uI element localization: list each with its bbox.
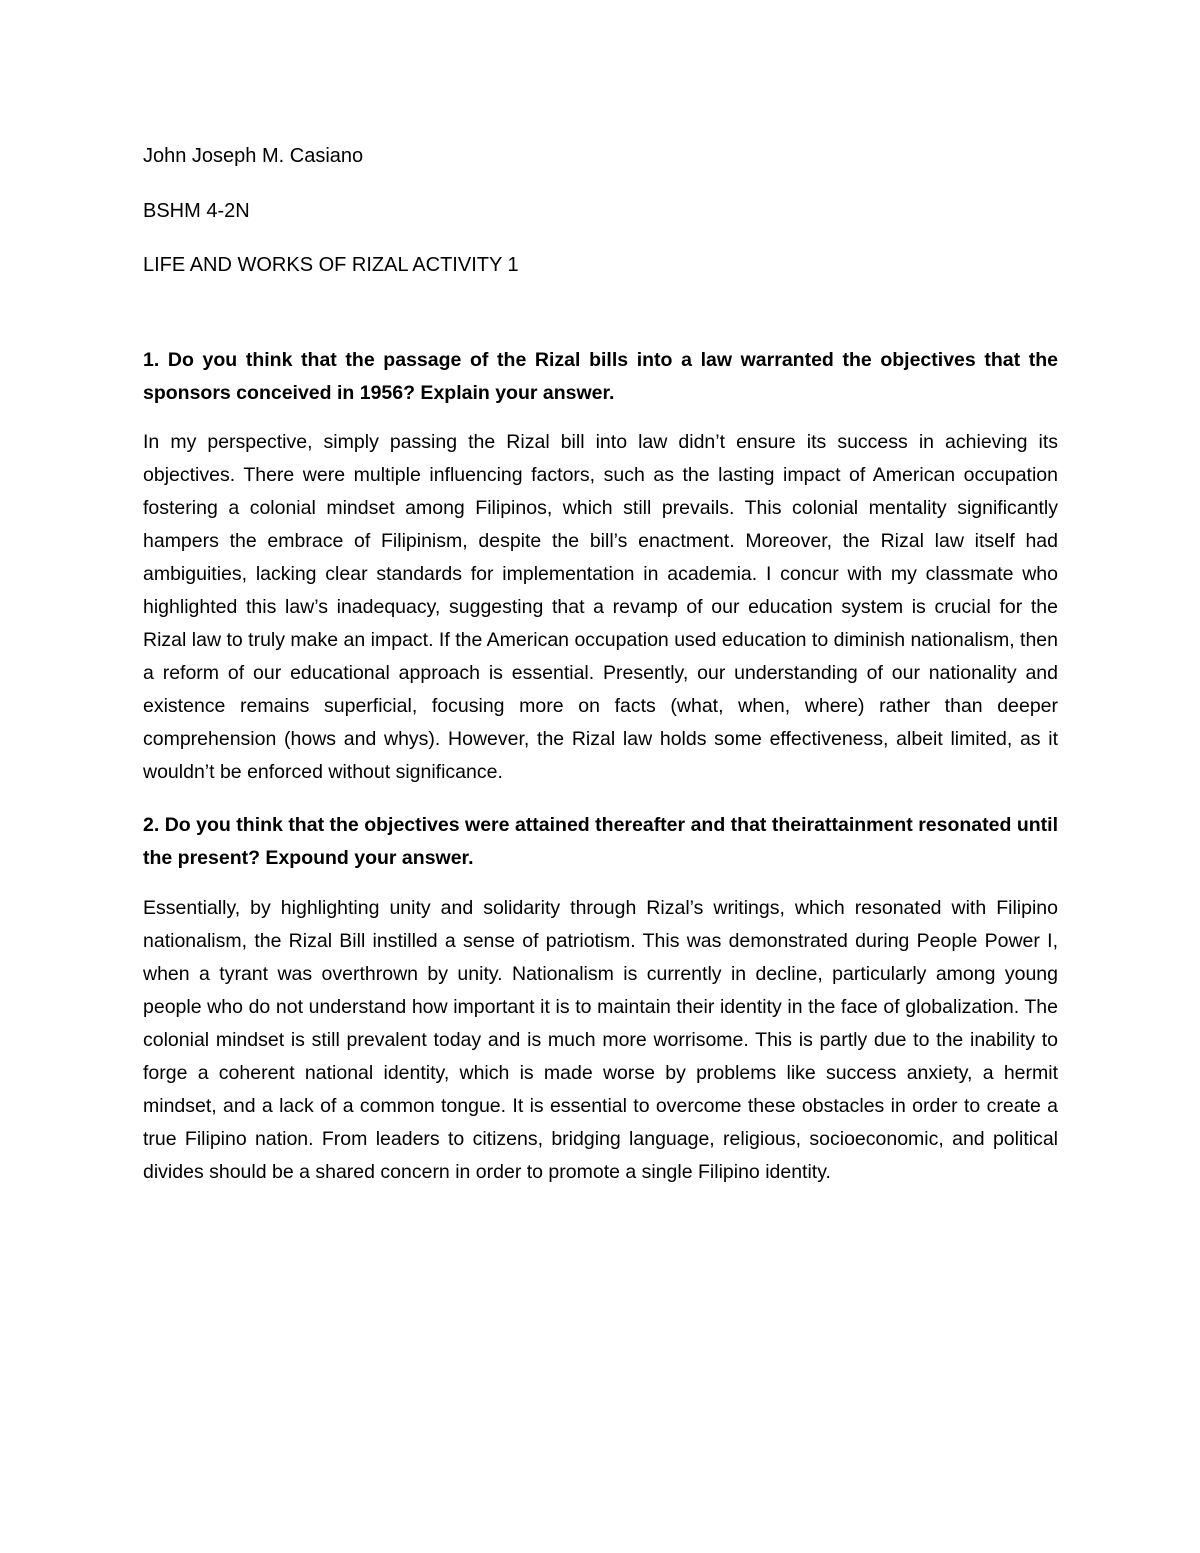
answer-2: Essentially, by highlighting unity and solidarity through Rizal’s writings, which resonated with Filipino nationalism, the Rizal Bill instilled a sense of patriotism. This was demonstrated during People Power I, when a tyrant was overthrown by unity. Nationalism is currently in decline, particularly among young people who do not understand how important it is to maintain their identity in the face of globalization. The colonial mindset is still prevalent today and is much more worrisome. This is partly due to the inability to forge a coherent national identity, which is made worse by problems like success anxiety, a hermit mindset, and a lack of a common tongue. It is essential to overcome these obstacles in order to create a true Filipino nation. From leaders to citizens, bridging language, religious, socioeconomic, and political divides should be a shared concern in order to promote a single Filipino identity. bbox=[143, 897, 1058, 1183]
document-body bbox=[143, 140, 1058, 1189]
answer-1: In my perspective, simply passing the Rizal bill into law didn’t ensure its success in achieving its objectives. There were multiple influencing factors, such as the lasting impact of American occupation fostering a colonial mindset among Filipinos, which still prevails. This colonial mentality significantly hampers the embrace of Filipinism, despite the bill’s enactment. Moreover, the Rizal law itself had ambiguities, lacking clear standards for implementation in academia. I concur with my classmate who highlighted this law’s inadequacy, suggesting that a revamp of our education system is crucial for the Rizal law to truly make an impact. If the American occupation used education to diminish nationalism, then a reform of our educational approach is essential. Presently, our understanding of our nationality and existence remains superficial, focusing more on facts (what, when, where) rather than deeper comprehension (hows and whys). However, the Rizal law holds some effectiveness, albeit limited, as it wouldn’t be enforced without significance. bbox=[143, 431, 1058, 783]
student-section: BSHM 4-2N bbox=[143, 200, 250, 222]
student-name: John Joseph M. Casiano bbox=[143, 145, 364, 167]
activity-title: LIFE AND WORKS OF RIZAL ACTIVITY 1 bbox=[143, 254, 519, 276]
question-1: 1. Do you think that the passage of the Rizal bills into a law warranted the objectives that the sponsors conceived in 1956? Explain your answer. bbox=[143, 349, 1058, 404]
question-2: 2. Do you think that the objectives were attained thereafter and that theirattainment resonated until the present? Expound your answer. bbox=[143, 814, 1058, 869]
